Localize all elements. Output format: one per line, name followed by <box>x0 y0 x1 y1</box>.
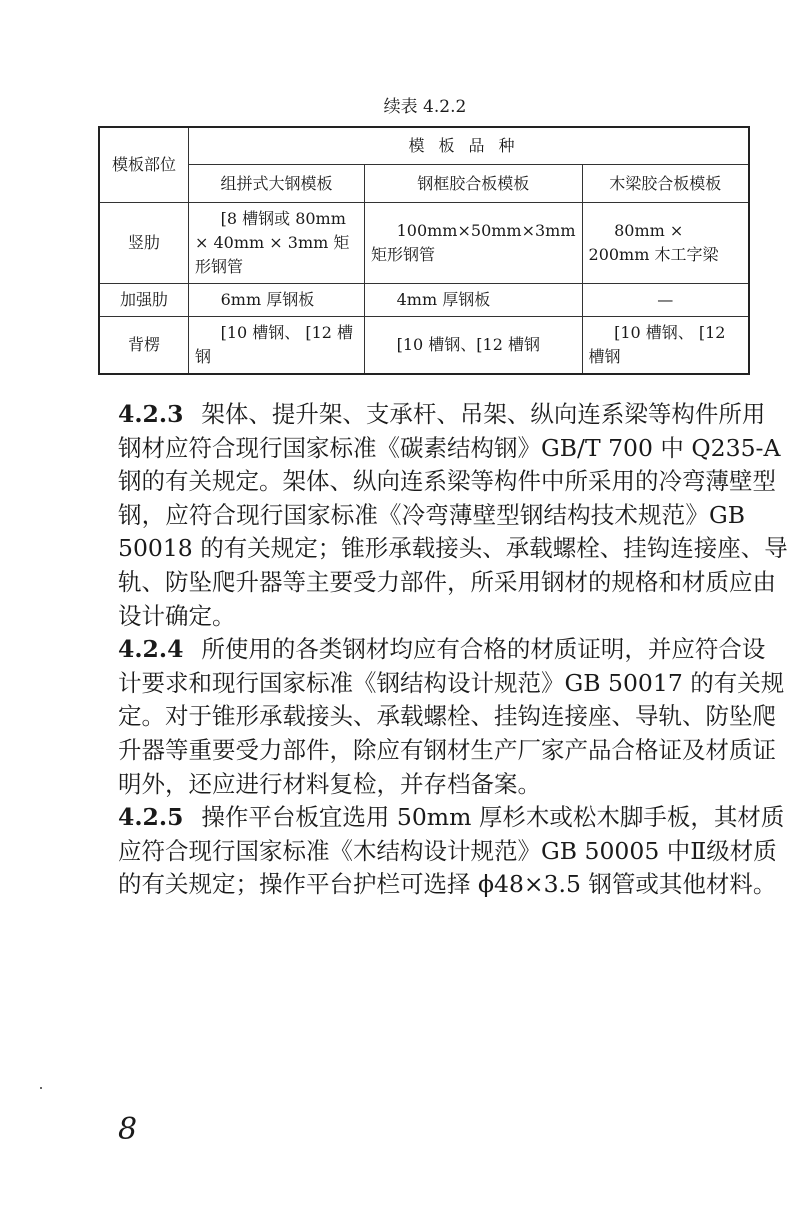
text-line <box>118 600 745 634</box>
text-line <box>118 801 785 835</box>
table-cell: [10 槽钢、[12 槽钢 <box>365 317 583 375</box>
column-header: 组拼式大钢模板 <box>189 165 365 203</box>
section-number: 4.2.5 <box>118 803 184 832</box>
table-caption: 续表 4.2.2 <box>383 97 467 117</box>
table-row <box>99 284 749 317</box>
line-text: 应符合现行国家标准《木结构设计规范》GB 50005 中Ⅱ级材质 <box>118 836 777 865</box>
text-line <box>118 398 766 432</box>
table-cell: [10 槽钢、 [12 槽钢 <box>189 317 365 375</box>
column-header: 钢框胶合板模板 <box>365 165 583 203</box>
line-text: 设计确定。 <box>118 601 236 630</box>
text-line <box>118 633 766 667</box>
line-text: 操作平台板宜选用 50mm 厚杉木或松木脚手板，其材质 <box>201 803 785 832</box>
line-text: 轨、防坠爬升器等主要受力部件，所采用钢材的规格和材质应由 <box>118 567 776 596</box>
header-part: 模板部位 <box>99 127 189 203</box>
line-text: 钢，应符合现行国家标准《冷弯薄壁型钢结构技术规范》GB <box>118 500 745 529</box>
line-text: 定。对于锥形承载接头、承载螺栓、挂钩连接座、导轨、防坠爬 <box>118 702 776 731</box>
table-cell: 6mm 厚钢板 <box>189 284 365 317</box>
text-line <box>118 868 777 902</box>
text-line <box>118 734 776 768</box>
line-text: 的有关规定；操作平台护栏可选择 ϕ48×3.5 钢管或其他材料。 <box>118 870 777 899</box>
body-text <box>118 398 788 902</box>
text-line <box>118 532 788 566</box>
text-line <box>118 465 776 499</box>
column-header: 木梁胶合板模板 <box>582 165 749 203</box>
section-number: 4.2.3 <box>118 400 184 428</box>
line-text: 50018 的有关规定；锥形承载接头、承载螺栓、挂钩连接座、导 <box>118 534 788 563</box>
text-line <box>118 566 776 600</box>
line-text: 所使用的各类钢材均应有合格的材质证明，并应符合设 <box>201 635 766 664</box>
table-cell: 100mm×50mm×3mm 矩形钢管 <box>365 203 583 284</box>
table-cell: 80mm × 200mm 木工字梁 <box>582 203 749 284</box>
text-line <box>118 499 745 533</box>
line-text: 计要求和现行国家标准《钢结构设计规范》GB 50017 的有关规 <box>118 668 785 697</box>
table-row <box>99 317 749 375</box>
text-line <box>118 432 781 466</box>
table-cell: — <box>582 284 749 317</box>
table-cell: [8 槽钢或 80mm × 40mm × 3mm 矩形钢管 <box>189 203 365 284</box>
line-text: 明外，还应进行材料复检，并存档备案。 <box>118 769 541 798</box>
text-line <box>118 700 776 734</box>
table-row <box>99 203 749 284</box>
header-group: 模板品种 <box>189 127 750 165</box>
text-line <box>118 768 745 802</box>
template-spec-table <box>98 126 750 375</box>
row-part: 加强肋 <box>99 284 189 317</box>
row-part: 背楞 <box>99 317 189 375</box>
table-cell: 4mm 厚钢板 <box>365 284 583 317</box>
line-text: 钢材应符合现行国家标准《碳素结构钢》GB/T 700 中 Q235-A <box>118 433 781 462</box>
scan-speck <box>40 1087 42 1089</box>
line-text: 升器等重要受力部件，除应有钢材生产厂家产品合格证及材质证 <box>118 735 776 764</box>
text-line <box>118 835 777 869</box>
row-part: 竖肋 <box>99 203 189 284</box>
section-number: 4.2.4 <box>118 635 184 664</box>
line-text: 钢的有关规定。架体、纵向连系梁等构件中所采用的冷弯薄壁型 <box>118 467 776 496</box>
text-line <box>118 667 785 701</box>
table-cell: [10 槽钢、 [12 槽钢 <box>582 317 749 375</box>
page-number: 8 <box>118 1112 138 1147</box>
line-text: 架体、提升架、支承杆、吊架、纵向连系梁等构件所用 <box>201 400 766 428</box>
